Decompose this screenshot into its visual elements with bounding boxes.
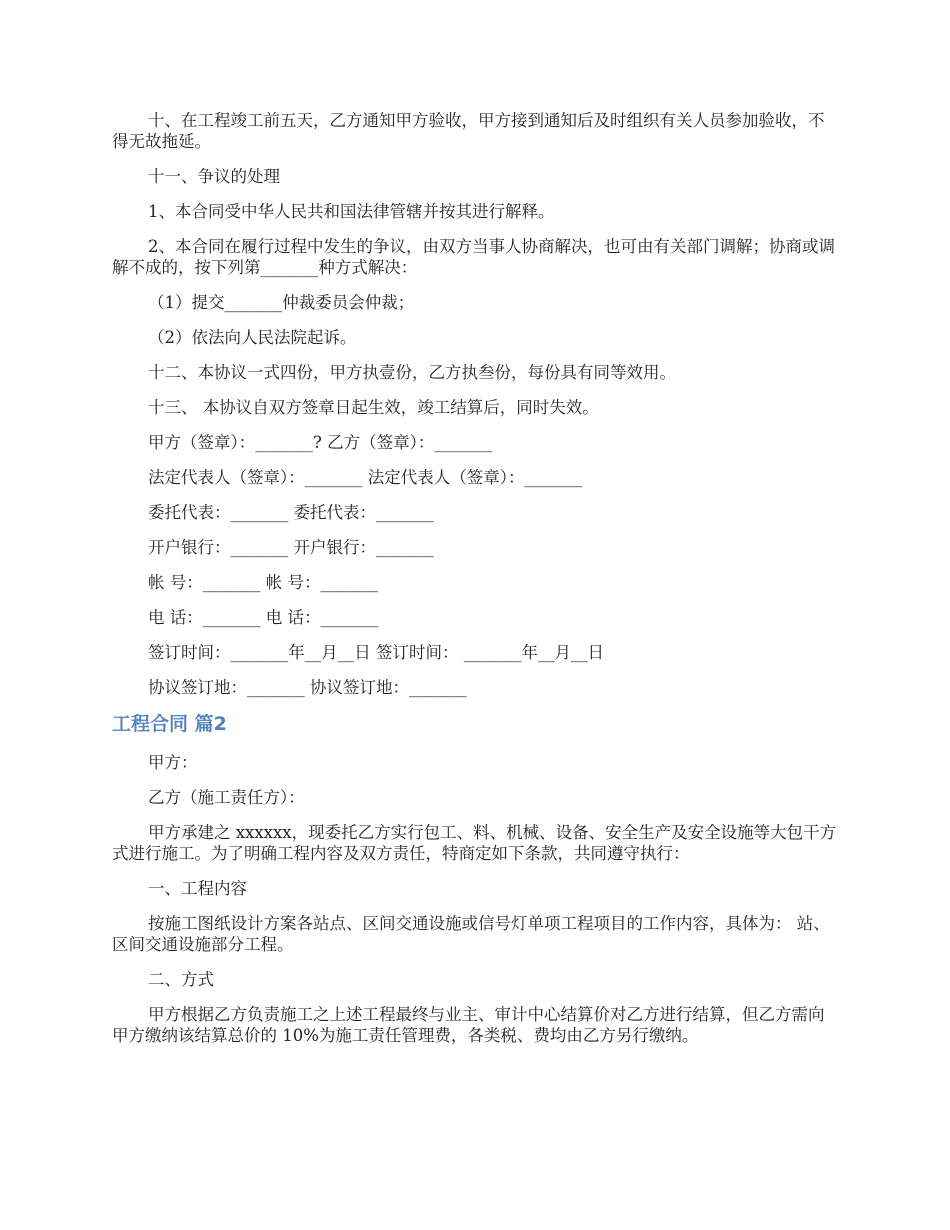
clause-2-body: 甲方根据乙方负责施工之上述工程最终与业主、审计中心结算价对乙方进行结算，但乙方需向甲方缴纳该结算总价的 10%为施工责任管理费，各类税、费均由乙方另行缴纳。	[112, 1005, 825, 1045]
signature-line-date: 签订时间：_______年__月__日 签订时间： _______年__月__日	[148, 643, 604, 662]
clause-1-body: 按施工图纸设计方案各站点、区间交通设施或信号灯单项工程项目的工作内容，具体为： 站、 区间交通设施部分工程。	[112, 914, 830, 954]
signature-line-legal-rep: 法定代表人（签章）：_______ 法定代表人（签章）：_______	[148, 468, 583, 487]
clause-10: 十、在工程竣工前五天，乙方通知甲方验收，甲方接到通知后及时组织有关人员参加验收，不得无故拖延。	[112, 111, 825, 151]
party-a-line: 甲方：	[148, 753, 198, 772]
clause-11-item-1: 1、本合同受中华人民共和国法律管辖并按其进行解释。	[148, 202, 555, 221]
signature-line-bank: 开户银行：_______ 开户银行：_______	[148, 538, 434, 557]
clause-1-title: 一、工程内容	[148, 879, 247, 898]
party-b-line: 乙方（施工责任方）：	[148, 788, 305, 807]
signature-line-agent: 委托代表：_______ 委托代表：_______	[148, 503, 434, 522]
section-heading: 工程合同 篇2	[112, 713, 227, 735]
clause-11-title: 十一、争议的处理	[148, 167, 280, 186]
option-1: （1）提交_______仲裁委员会仲裁；	[148, 293, 415, 312]
clause-11-item-2: 2、本合同在履行过程中发生的争议，由双方当事人协商解决，也可由有关部门调解；协商或调解不成的，按下列第_______种方式解决：	[112, 237, 835, 277]
signature-line-account: 帐 号：_______ 帐 号：_______	[148, 573, 379, 592]
clause-2-title: 二、方式	[148, 970, 214, 989]
option-2: （2）依法向人民法院起诉。	[148, 328, 357, 347]
signature-line-phone: 电 话：_______ 电 话：_______	[148, 608, 379, 627]
signature-line-place: 协议签订地：_______ 协议签订地：_______	[148, 678, 467, 697]
clause-13: 十三、 本协议自双方签章日起生效，竣工结算后，同时失效。	[148, 398, 599, 417]
intro-paragraph: 甲方承建之 xxxxxx，现委托乙方实行包工、料、机械、设备、安全生产及安全设施等大包干方式进行施工。为了明确工程内容及双方责任，特商定如下条款，共同遵守执行：	[112, 823, 837, 863]
clause-12: 十二、本协议一式四份，甲方执壹份，乙方执叁份，每份具有同等效用。	[148, 363, 676, 382]
signature-line-party: 甲方（签章）：_______? 乙方（签章）：_______	[148, 433, 493, 452]
